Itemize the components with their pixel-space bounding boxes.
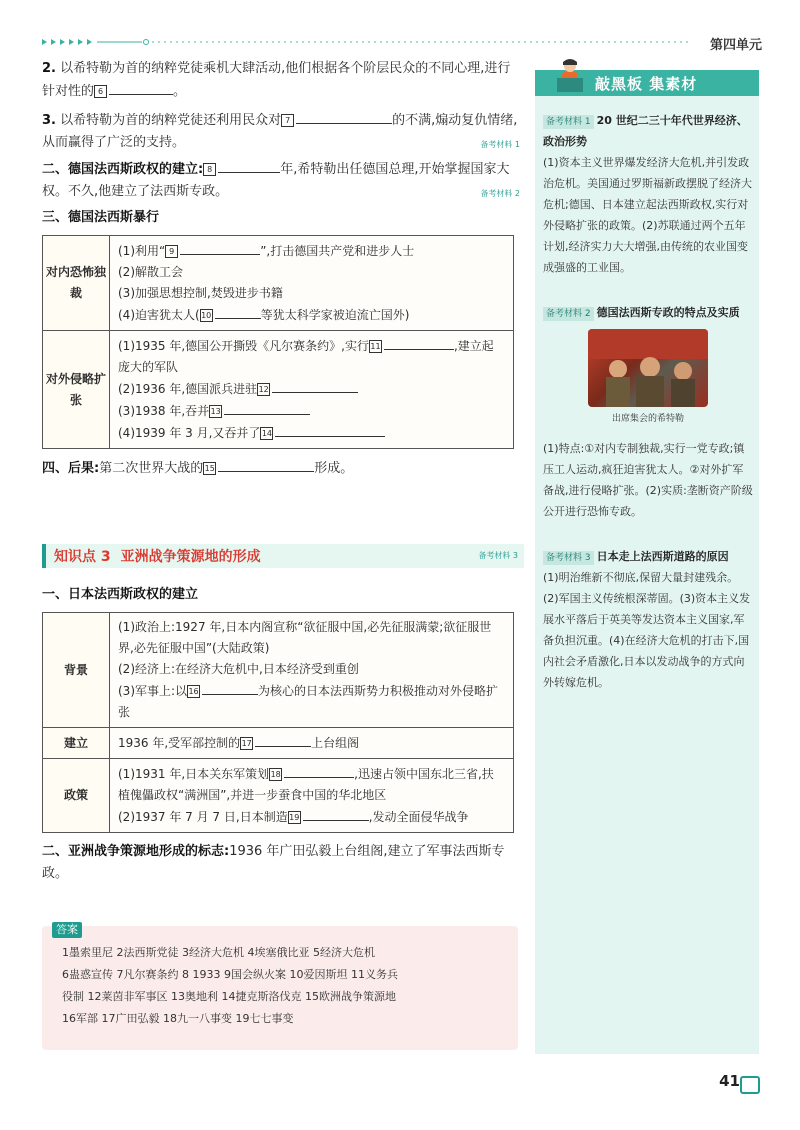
knowledge-label: 知识点 3 bbox=[54, 549, 111, 565]
material-3 bbox=[543, 546, 753, 693]
page-number: 41 bbox=[719, 1072, 740, 1090]
sidebar-materials bbox=[535, 70, 759, 1054]
unit-label: 第四单元 bbox=[709, 38, 762, 53]
material-text: (1)资本主义世界爆发经济大危机,并引发政治危机。美国通过罗斯福新政摆脱了经济大危机;德国、日本建立起法西斯政权,实行对外侵略扩张的政策。(2)苏联通过两个五年计划,经济实力大大增强,由传统的农业国变成强盛的工业国。 bbox=[543, 156, 752, 274]
teacher-icon bbox=[553, 58, 587, 94]
reference-tag: 备考材料 3 bbox=[478, 551, 518, 560]
reference-tag: 备考材料 1 bbox=[480, 140, 520, 149]
answer-blank[interactable] bbox=[255, 732, 311, 747]
answer-blank[interactable] bbox=[284, 763, 354, 778]
answer-blank[interactable] bbox=[272, 378, 358, 393]
answer-line: 16军部 17广田弘毅 18九一八事变 19七七事变 bbox=[62, 1012, 294, 1025]
section-4: 四、后果:第二次世界大战的15 形成。 bbox=[42, 457, 520, 480]
answer-line: 1墨索里尼 2法西斯党徒 3经济大危机 4埃塞俄比亚 5经济大危机 bbox=[62, 946, 375, 959]
left-column bbox=[42, 58, 520, 480]
material-label: 备考材料 2 bbox=[543, 307, 594, 321]
material-1 bbox=[543, 110, 753, 278]
table-row: 背景 (1)政治上:1927 年,日本内阁宣称“欲征服中国,必先征服满蒙;欲征服世界,必先征服中国”(大陆政策) (2)经济上:在经济大危机中,日本经济受到重创 (3)军事上:以16 为核心的日本法西斯势力积极推动对外侵略扩张 bbox=[43, 613, 514, 728]
german-atrocities-table bbox=[42, 235, 514, 449]
knowledge-title: 亚洲战争策源地的形成 bbox=[120, 549, 261, 565]
item-3: 3. 以希特勒为首的纳粹党徒还利用民众对 7 的不满,煽动复仇情绪,从而赢得了广泛的支持。 备考材料 1 bbox=[42, 109, 520, 154]
item-2: 2. 以希特勒为首的纳粹党徒乘机大肆活动,他们根据各个阶层民众的不同心理,进行针对性的 6 。 bbox=[42, 61, 511, 99]
answer-blank[interactable] bbox=[384, 335, 454, 350]
answer-blank[interactable] bbox=[218, 158, 280, 173]
knowledge-point-bar bbox=[42, 544, 524, 568]
row-category: 建立 bbox=[43, 728, 110, 759]
answer-blank[interactable] bbox=[215, 304, 261, 319]
answer-blank[interactable] bbox=[224, 400, 310, 415]
material-text: (1)特点:①对内专制独裁,实行一党专政;镇压工人运动,疯狂迫害犹太人。②对外扩军备战,进行侵略扩张。(2)实质:垄断资产阶级公开进行恐怖专政。 bbox=[543, 442, 753, 518]
answers-tag: 答案 bbox=[52, 922, 82, 938]
blank-number: 7 bbox=[281, 114, 294, 127]
row-category: 政策 bbox=[43, 759, 110, 833]
material-title: 日本走上法西斯道路的原因 bbox=[596, 550, 729, 563]
row-category: 背景 bbox=[43, 613, 110, 728]
row-category: 对外侵略扩张 bbox=[43, 331, 110, 449]
book-icon bbox=[740, 1076, 760, 1094]
hitler-rally-photo bbox=[588, 329, 708, 407]
table-row: 对外侵略扩张 (1)1935 年,德国公开撕毁《凡尔赛条约》,实行11 ,建立起庞大的军队 (2)1936 年,德国派兵进驻12 (3)1938 年,吞并13 (4)1939 年 3 月,又吞并了14 bbox=[43, 331, 514, 449]
answer-blank[interactable] bbox=[303, 806, 369, 821]
material-2 bbox=[543, 302, 753, 522]
answer-blank[interactable] bbox=[218, 457, 314, 472]
material-title: 20 世纪二三十年代世界经济、政治形势 bbox=[543, 114, 748, 148]
section-3-title: 三、德国法西斯暴行 bbox=[42, 210, 160, 225]
section-japan-1-title: 一、日本法西斯政权的建立 bbox=[42, 587, 199, 602]
answer-blank[interactable] bbox=[202, 680, 258, 695]
answer-line: 6蛊惑宣传 7凡尔赛条约 8 1933 9国会纵火案 10爱因斯坦 11义务兵 bbox=[62, 968, 398, 981]
section-japan-2: 二、亚洲战争策源地形成的标志:1936 年广田弘毅上台组阁,建立了军事法西斯专政。 bbox=[42, 844, 505, 881]
material-label: 备考材料 1 bbox=[543, 115, 594, 129]
left-column-lower bbox=[42, 584, 520, 885]
table-row: 政策 (1)1931 年,日本关东军策划18 ,迅速占领中国东北三省,扶植傀儡政权“满洲国”,并进一步蚕食中国的华北地区 (2)1937 年 7 月 7 日,日本制造19 ,发动全面侵华战争 bbox=[43, 759, 514, 833]
answers-box bbox=[42, 923, 518, 1050]
material-label: 备考材料 3 bbox=[543, 551, 594, 565]
section-2: 二、德国法西斯政权的建立: 8 年,希特勒出任德国总理,开始掌握国家大权。不久,他建立了法西斯专政。 备考材料 2 bbox=[42, 158, 520, 203]
table-row: 对内恐怖独裁 (1)利用“ 9 ”,打击德国共产党和进步人士 (2)解散工会 (3)加强思想控制,焚毁进步书籍 (4)迫害犹太人(10 等犹太科学家被迫流亡国外) bbox=[43, 236, 514, 331]
photo-caption: 出席集会的希特勒 bbox=[611, 414, 684, 424]
blank-number: 8 bbox=[203, 163, 216, 176]
material-text: (1)明治维新不彻底,保留大量封建残余。(2)军国主义传统根深蒂固。(3)资本主义发展水平落后于英美等发达资本主义国家,军备负担沉重。(4)在经济大危机的打击下,国内社会矛盾激化,日本以发动战争的方式向外转嫁危机。 bbox=[543, 571, 751, 689]
answer-blank[interactable] bbox=[296, 109, 392, 124]
answer-blank[interactable] bbox=[180, 240, 260, 255]
sidebar-header bbox=[535, 70, 759, 96]
material-title: 德国法西斯专政的特点及实质 bbox=[596, 306, 740, 319]
answer-blank[interactable] bbox=[275, 422, 385, 437]
row-category: 对内恐怖独裁 bbox=[43, 236, 110, 331]
answer-blank[interactable] bbox=[109, 80, 173, 95]
answer-line: 役制 12莱茵非军事区 13奥地利 14捷克斯洛伐克 15欧洲战争策源地 bbox=[62, 990, 396, 1003]
sidebar-title: 敲黑板 集素材 bbox=[595, 75, 698, 93]
japan-fascism-table bbox=[42, 612, 514, 833]
blank-number: 6 bbox=[94, 85, 107, 98]
header-decoration bbox=[42, 38, 692, 46]
table-row: 建立 1936 年,受军部控制的17 上台组阁 bbox=[43, 728, 514, 759]
reference-tag: 备考材料 2 bbox=[480, 189, 520, 198]
